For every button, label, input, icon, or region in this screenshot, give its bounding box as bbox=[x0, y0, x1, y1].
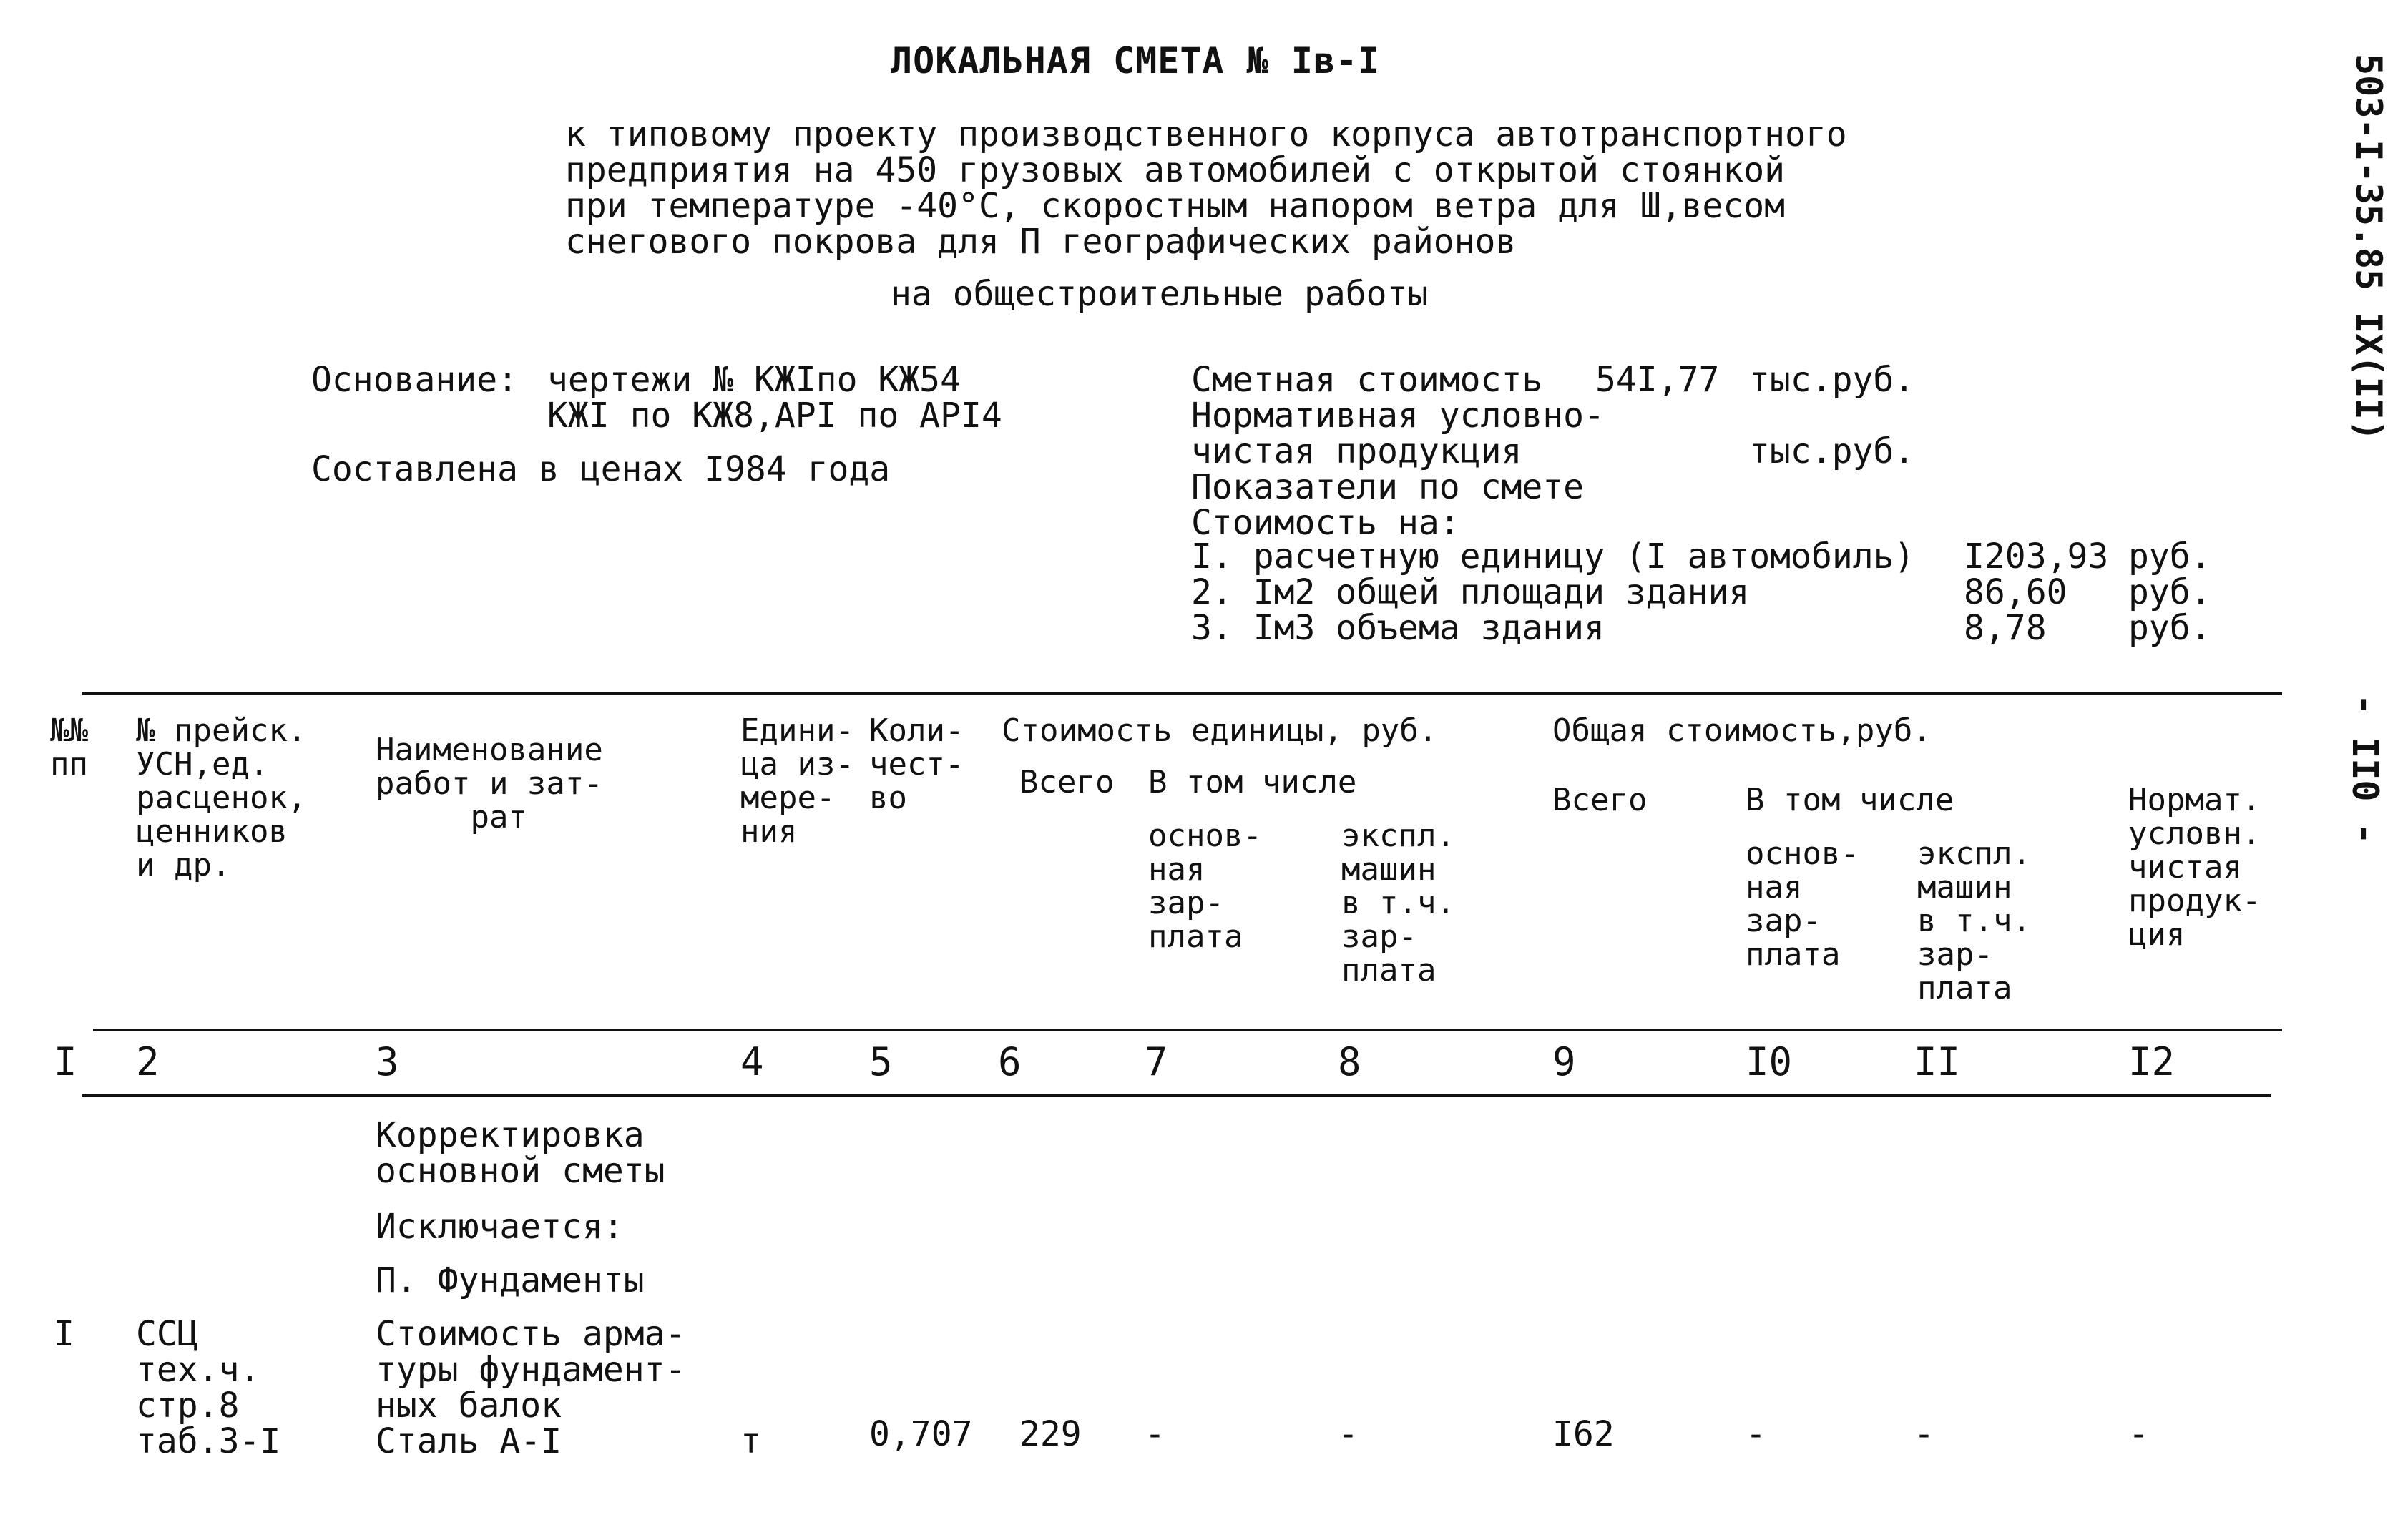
estimated-cost-unit: тыс.руб. bbox=[1749, 360, 1915, 400]
side-document-code: 503-I-35.85 IX(II) bbox=[2348, 54, 2389, 441]
header-unit-incl: В том числе bbox=[1148, 764, 1357, 800]
estimated-cost-value: 54I,77 bbox=[1595, 360, 1720, 400]
header-total-machines: экспл. машин в т.ч. зар- плата bbox=[1917, 835, 2031, 1006]
subtitle-line-1: к типовому проекту производственного корпуса автотранспортного bbox=[565, 114, 1847, 155]
works-type: на общестроительные работы bbox=[891, 274, 1429, 314]
indicator-1-unit: руб. bbox=[2128, 536, 2211, 577]
header-bottom-rule bbox=[93, 1029, 2282, 1031]
header-total-total: Всего bbox=[1552, 782, 1648, 818]
header-col-qty: Коли- чест- во bbox=[869, 712, 964, 816]
header-norm-product: Нормат. условн. чистая продук- ция bbox=[2128, 782, 2261, 953]
section-correction: Корректировка основной сметы bbox=[376, 1115, 665, 1191]
header-total-incl: В том числе bbox=[1746, 782, 1954, 818]
indicator-2-value: 86,60 bbox=[1964, 572, 2067, 612]
section-foundations: П. Фундаменты bbox=[376, 1260, 645, 1300]
row-norm-product: - bbox=[2128, 1414, 2149, 1454]
indicator-1-text: I. расчетную единицу (I автомобиль) bbox=[1191, 536, 1915, 577]
colnum-11: II bbox=[1914, 1039, 1961, 1084]
header-col-name: Наименование работ и зат- рат bbox=[376, 732, 603, 835]
header-unit-total: Всего bbox=[1019, 764, 1115, 800]
colnum-6: 6 bbox=[998, 1039, 1022, 1084]
colnum-4: 4 bbox=[740, 1039, 764, 1084]
colnum-12: I2 bbox=[2128, 1039, 2175, 1084]
header-unit-wage: основ- ная зар- плата bbox=[1148, 818, 1262, 955]
indicators-label: Показатели по смете bbox=[1191, 467, 1585, 507]
row-unit-total: 229 bbox=[1019, 1414, 1082, 1454]
document-title: ЛОКАЛЬНАЯ СМЕТА № Iв-I bbox=[891, 40, 1381, 82]
indicator-1-value: I203,93 bbox=[1964, 536, 2109, 577]
colnum-9: 9 bbox=[1552, 1039, 1576, 1084]
row-unit: т bbox=[740, 1421, 761, 1461]
colnum-8: 8 bbox=[1338, 1039, 1361, 1084]
indicator-2-text: 2. Iм2 общей площади здания bbox=[1191, 572, 1750, 612]
header-col-unit: Едини- ца из- мере- ния bbox=[740, 712, 854, 850]
basis-line-1: чертежи № КЖIпо КЖ54 bbox=[547, 360, 961, 400]
subtitle-line-4: снегового покрова для П географических районов bbox=[565, 222, 1517, 262]
colnum-10: I0 bbox=[1746, 1039, 1793, 1084]
header-col-pricelist: № прейск. УСН,ед. расценок, ценников и др. bbox=[136, 712, 307, 883]
cost-on-label: Стоимость на: bbox=[1191, 503, 1460, 543]
estimated-cost-label: Сметная стоимость bbox=[1191, 360, 1543, 400]
row-quantity: 0,707 bbox=[869, 1414, 973, 1454]
page-marker: - II0 - bbox=[2344, 694, 2386, 845]
header-total-wage: основ- ная зар- плата bbox=[1746, 835, 1859, 973]
row-work-name: Стоимость арма- туры фундамент- ных балок Сталь А-I bbox=[376, 1314, 686, 1461]
table-top-rule bbox=[82, 692, 2282, 695]
indicator-2-unit: руб. bbox=[2128, 572, 2211, 612]
header-col-number: №№ пп bbox=[50, 712, 88, 783]
indicator-3-text: 3. Iм3 объема здания bbox=[1191, 608, 1605, 648]
colnum-3: 3 bbox=[376, 1039, 399, 1084]
row-total-machines: - bbox=[1914, 1414, 1934, 1454]
indicator-3-unit: руб. bbox=[2128, 608, 2211, 648]
basis-line-2: КЖI по КЖ8,API по API4 bbox=[547, 396, 1002, 436]
row-unit-wage: - bbox=[1145, 1414, 1165, 1454]
numbers-bottom-rule bbox=[82, 1094, 2271, 1097]
colnum-1: I bbox=[54, 1039, 77, 1084]
normative-line-1: Нормативная условно- bbox=[1191, 396, 1605, 436]
row-total-wage: - bbox=[1746, 1414, 1766, 1454]
row-number: I bbox=[54, 1314, 74, 1354]
header-unit-machines: экспл. машин в т.ч. зар- плата bbox=[1341, 818, 1455, 989]
indicator-3-value: 8,78 bbox=[1964, 608, 2047, 648]
normative-line-2: чистая продукция bbox=[1191, 431, 1522, 471]
row-total: I62 bbox=[1552, 1414, 1615, 1454]
header-unit-cost: Стоимость единицы, руб. bbox=[1002, 712, 1438, 749]
subtitle-line-2: предприятия на 450 грузовых автомобилей с открытой стоянкой bbox=[565, 150, 1786, 190]
prices-note: Составлена в ценах I984 года bbox=[311, 449, 891, 489]
normative-unit: тыс.руб. bbox=[1749, 431, 1915, 471]
row-pricelist-code: ССЦ тех.ч. стр.8 таб.3-I bbox=[136, 1314, 281, 1461]
basis-label: Основание: bbox=[311, 360, 518, 400]
header-total-cost: Общая стоимость,руб. bbox=[1552, 712, 1932, 749]
section-excluded: Исключается: bbox=[376, 1207, 624, 1247]
colnum-2: 2 bbox=[136, 1039, 160, 1084]
subtitle-line-3: при температуре -40°С, скоростным напором ветра для Ш,весом bbox=[565, 186, 1786, 226]
colnum-5: 5 bbox=[869, 1039, 893, 1084]
colnum-7: 7 bbox=[1145, 1039, 1168, 1084]
row-unit-machines: - bbox=[1338, 1414, 1359, 1454]
